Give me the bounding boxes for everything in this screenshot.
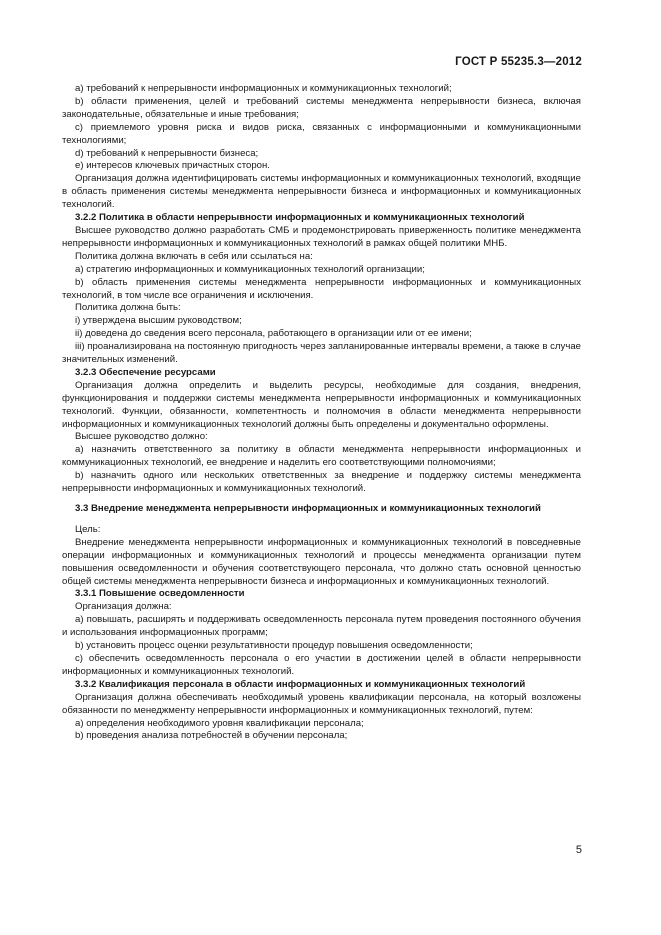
page-number: 5 — [575, 844, 582, 856]
body-paragraph: Организация должна идентифицировать системы информационных и коммуникационных технологий, входящие в область применения системы менеджмента непрерывности бизнеса и информационных и коммуникационных технологий. — [62, 173, 581, 211]
body-paragraph: b) назначить одного или нескольких ответственных за внедрение и поддержку системы менеджмента непрерывности информационных и коммуникационных технологий. — [62, 470, 581, 495]
body-paragraph: Цель: — [75, 523, 101, 535]
section-heading: 3.3 Внедрение менеджмента непрерывности информационных и коммуникационных технологий — [75, 503, 541, 514]
body-paragraph: b) установить процесс оценки результативности процедур повышения осведомленности; — [75, 640, 473, 652]
document-body — [62, 83, 581, 743]
body-paragraph: Организация должна: — [75, 601, 172, 613]
body-paragraph: iii) проанализирована на постоянную пригодность через запланированные интервалы времени, а также в случае значительных изменений. — [62, 341, 581, 366]
body-paragraph: a) назначить ответственного за политику в области менеджмента непрерывности информационных и коммуникационных технологий, ее внедрение и наделить его соответствующими полномочиями; — [62, 444, 581, 469]
subsection-heading: 3.3.2 Квалификация персонала в области информационных и коммуникационных технологий — [75, 678, 526, 690]
body-paragraph: a) требований к непрерывности информационных и коммуникационных технологий; — [75, 83, 452, 94]
body-paragraph: c) обеспечить осведомленность персонала о его участии в достижении целей в области непрерывности информационных и коммуникационных технологий. — [62, 652, 581, 677]
body-paragraph: Политика должна включать в себя или ссылаться на: — [75, 250, 313, 262]
body-paragraph: Высшее руководство должно разработать СМБ и продемонстрировать приверженность политике менеджмента непрерывности информационных и коммуникационных технологий в рамках общей политики МНБ. — [62, 224, 581, 249]
body-paragraph: Организация должна определить и выделить ресурсы, необходимые для создания, внедрения, функционирования и поддержки системы менеджмента непрерывности информационных и коммуникационных технологий. Функции, обязанности, компетентность и полномочия в области менеджмента непрерывности информационных и коммуникационных технологий должны быть определены и документально оформлены. — [62, 379, 581, 430]
body-paragraph: a) повышать, расширять и поддерживать осведомленность персонала путем проведения постоянного обучения и использования информационных программ; — [62, 614, 581, 639]
body-paragraph: b) область применения системы менеджмента непрерывности информационных и коммуникационных технологий, в том числе все ограничения и исключения. — [62, 276, 581, 301]
body-paragraph: c) приемлемого уровня риска и видов риска, связанных с информационными и коммуникационными технологиями; — [62, 121, 581, 146]
body-paragraph: i) утверждена высшим руководством; — [75, 315, 242, 327]
body-paragraph: e) интересов ключевых причастных сторон. — [75, 160, 270, 172]
document-header: ГОСТ Р 55235.3—2012 — [455, 56, 582, 68]
body-paragraph: a) стратегию информационных и коммуникационных технологий организации; — [75, 263, 425, 275]
body-paragraph: ii) доведена до сведения всего персонала, работающего в организации или от ее имени; — [75, 328, 472, 340]
body-paragraph: Высшее руководство должно: — [75, 431, 208, 443]
subsection-heading: 3.2.3 Обеспечение ресурсами — [75, 366, 216, 378]
body-paragraph: Организация должна обеспечивать необходимый уровень квалификации персонала, на который возложены обязанности по менеджменту непрерывности информационных и коммуникационных технологий, путем: — [62, 691, 581, 716]
body-paragraph: a) определения необходимого уровня квалификации персонала; — [75, 717, 364, 729]
body-paragraph: b) проведения анализа потребностей в обучении персонала; — [75, 730, 348, 742]
subsection-heading: 3.3.1 Повышение осведомленности — [75, 588, 245, 600]
body-paragraph: Политика должна быть: — [75, 302, 181, 314]
subsection-heading: 3.2.2 Политика в области непрерывности информационных и коммуникационных технологий — [75, 212, 525, 224]
body-paragraph: b) области применения, целей и требований системы менеджмента непрерывности бизнеса, включая законодательные, обязательные и иные требования; — [62, 95, 581, 120]
body-paragraph: d) требований к непрерывности бизнеса; — [75, 147, 259, 159]
body-paragraph: Внедрение менеджмента непрерывности информационных и коммуникационных технологий в повседневные операции информационных и коммуникационных технологий и процессы менеджмента организации путем повышения осведомленности и обучения соответствующего персонала, что должно стать основной ценностью общей системы менеджмента непрерывности бизнеса и информационных и коммуникационных технологий. — [62, 536, 581, 587]
